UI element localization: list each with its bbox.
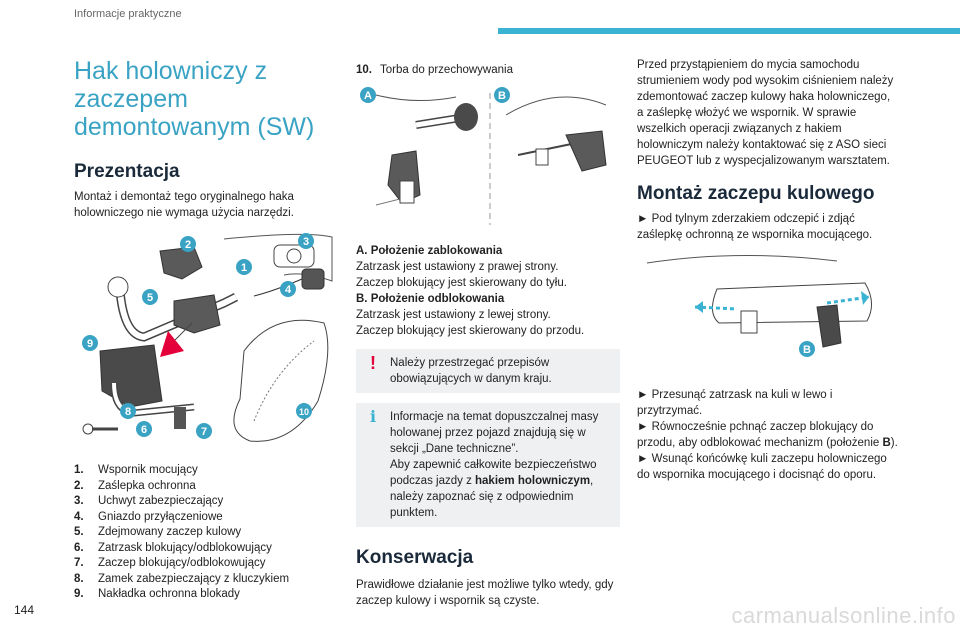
list-item: 10. Torba do przechowywania [356, 64, 513, 76]
list-item: 8. Zamek zabezpieczający z kluczykiem [74, 572, 290, 585]
step-3: ► Równocześnie pchnąć zaczep blokujący do przodu, aby odblokować mechanizm (położenie B). [637, 421, 898, 449]
warning-icon: ! [370, 352, 376, 373]
step-2: ► Przesunąć zatrzask na kuli w lewo i przytrzymać. [637, 389, 833, 417]
step-1: ► Pod tylnym zderzakiem odczepić i zdjąć zaślepkę ochronną ze wspornika mocującego. [637, 213, 873, 241]
components-list [74, 463, 336, 603]
lock-positions-drawing [356, 85, 620, 235]
towbar-components-drawing [74, 231, 336, 449]
list-item: 3. Uchwyt zabezpieczający [74, 495, 224, 507]
info-icon: i [369, 406, 377, 426]
badge-4-label: 4 [284, 284, 292, 296]
heading-maintenance: Konserwacja [356, 546, 474, 568]
latch-drawing [637, 253, 899, 365]
info-text-2: Aby zapewnić całkowite bezpieczeństwo podczas jazdy z hakiem holowniczym, należy zapoznać się z odpowiednim punktem. [390, 458, 597, 519]
latch-illustration [637, 253, 899, 365]
badge-b-label: B [803, 344, 811, 356]
step-4: ► Wsunąć końcówkę kuli zaczepu holowniczego do wspornika mocującego i docisnąć do oporu. [637, 453, 887, 481]
info-callout [356, 403, 620, 527]
position-b-line-2: Zaczep blokujący jest skierowany do przodu. [356, 324, 585, 337]
column-3 [637, 55, 899, 483]
towbar-components-illustration [74, 231, 336, 449]
info-text-1: Informacje na temat dopuszczalnej masy holowanej przez pojazd znajdują się w sekcji „Dane techniczne”. [390, 410, 599, 455]
watermark: carmanualsonline.info [731, 603, 956, 628]
page-title: Hak holowniczy z zaczepem demontowanym (SW) [74, 57, 315, 141]
components-list-continued [356, 63, 620, 79]
warning-text: Należy przestrzegać przepisów obowiązujących w danym kraju. [390, 356, 552, 385]
cleaning-text: Przed przystąpieniem do mycia samochodu strumieniem wody pod wysokim ciśnieniem należy zdemontować zaczep kulowy haka holowniczego, a zaślepkę włożyć we wspornik. W sprawie wszelkich operacji związanych z hakiem holowniczym należy kontaktować się z ASO sieci PEUGEOT lub z wyspecjalizowanym warsztatem. [637, 59, 894, 167]
list-item: 7. Zaczep blokujący/odblokowujący [74, 557, 266, 569]
list-item: 2. Zaślepka ochronna [74, 479, 196, 492]
badge-2-label: 2 [184, 239, 192, 251]
column-2 [356, 55, 620, 609]
badge-3-label: 3 [302, 236, 310, 248]
heading-presentation: Prezentacja [74, 161, 180, 182]
badge-b-label: B [498, 89, 506, 102]
list-item: 9. Nakładka ochronna blokady [74, 588, 240, 600]
list-item: 1. Wspornik mocujący [74, 464, 198, 476]
badge-6-label: 6 [140, 424, 148, 436]
badge-1-label: 1 [240, 262, 248, 274]
list-item: 6. Zatrzask blokujący/odblokowujący [74, 541, 272, 554]
lock-positions-illustration [356, 85, 620, 235]
position-a-line-1: Zatrzask jest ustawiony z prawej strony. [356, 260, 559, 273]
intro-text: Montaż i demontaż tego oryginalnego haka holowniczego nie wymaga użycia narzędzi. [74, 191, 294, 219]
heading-mount: Montaż zaczepu kulowego [637, 183, 875, 204]
position-b-title: B. Położenie odblokowania [356, 292, 505, 305]
section-label: Informacje praktyczne [74, 8, 182, 20]
list-item: 5. Zdejmowany zaczep kulowy [74, 526, 242, 538]
maintenance-text: Prawidłowe działanie jest możliwe tylko wtedy, gdy zaczep kulowy i wspornik są czyste. [356, 578, 614, 607]
header-accent-bar [498, 28, 960, 34]
position-a-title: A. Położenie zablokowania [356, 244, 503, 257]
badge-8-label: 8 [124, 406, 132, 418]
badge-10-label: 10 [298, 407, 310, 417]
position-a-line-2: Zaczep blokujący jest skierowany do tyłu. [356, 276, 567, 289]
badge-a-label: A [364, 89, 372, 102]
page-number: 144 [14, 603, 35, 617]
badge-9-label: 9 [86, 338, 94, 350]
badge-5-label: 5 [146, 292, 154, 304]
badge-7-label: 7 [200, 426, 208, 438]
column-1 [74, 55, 336, 603]
warning-callout [356, 349, 620, 393]
position-b-line-1: Zatrzask jest ustawiony z lewej strony. [356, 308, 551, 321]
list-item: 4. Gniazdo przyłączeniowe [74, 510, 223, 523]
